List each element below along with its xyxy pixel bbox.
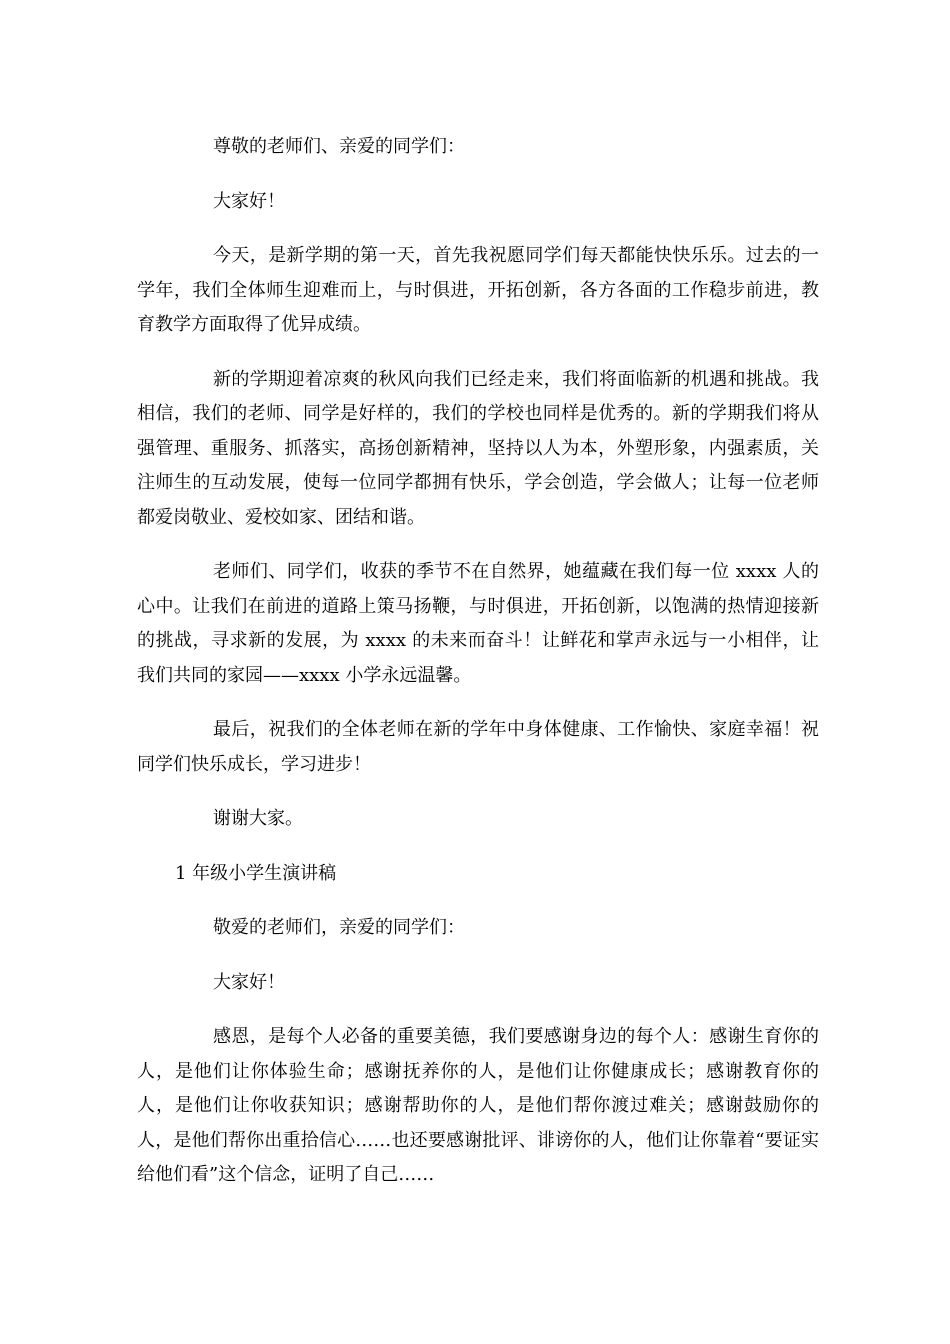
paragraph-gratitude: 感恩，是每个人必备的重要美德，我们要感谢身边的每个人：感谢生育你的人，是他们让你体验生命；感谢抚养你的人，是他们让你健康成长；感谢教育你的人，是他们让你收获知识；感谢帮助你的人，是他们帮你渡过难关；感谢鼓励你的人，是他们帮你出重拾信心……也还要感谢批评、诽谤你的人，他们让你靠着“要证实给他们看”这个信念，证明了自己…… [137,1026,819,1185]
section-heading: 1 年级小学生演讲稿 [175,862,337,884]
paragraph-autumn: 新的学期迎着凉爽的秋风向我们已经走来，我们将面临新的机遇和挑战。我相信，我们的老师、同学是好样的，我们的学校也同样是优秀的。新的学期我们将从强管理、重服务、抓落实，高扬创新精神，坚持以人为本，外塑形象，内强素质，关注师生的互动发展，使每一位同学都拥有快乐，学会创造，学会做人；让每一位老师都爱岗敬业、爱校如家、团结和谐。 [137,368,819,528]
closing-thanks: 谢谢大家。 [213,808,303,829]
greeting: 大家好！ [213,190,285,212]
paragraph-new-semester: 今天，是新学期的第一天，首先我祝愿同学们每天都能快快乐乐。过去的一学年，我们全体师生迎难而上，与时俱进，开拓创新，各方各面的工作稳步前进，教育教学方面取得了优异成绩。 [137,245,819,335]
document-body [137,130,819,1213]
salutation: 尊敬的老师们、亲爱的同学们： [213,136,465,157]
paragraph-wishes: 最后，祝我们的全体老师在新的学年中身体健康、工作愉快、家庭幸福！祝同学们快乐成长，学习进步！ [137,719,819,775]
greeting-2: 大家好！ [213,971,285,993]
paragraph-harvest: 老师们、同学们，收获的季节不在自然界，她蕴藏在我们每一位 xxxx 人的心中。让我们在前进的道路上策马扬鞭，与时俱进，开拓创新，以饱满的热情迎接新的挑战，寻求新的发展，为 xxxx 的未来而奋斗！让鲜花和掌声永远与一小相伴，让我们共同的家园——xxxx 小学永远温馨。 [137,561,819,686]
salutation-2: 敬爱的老师们，亲爱的同学们： [213,917,465,938]
